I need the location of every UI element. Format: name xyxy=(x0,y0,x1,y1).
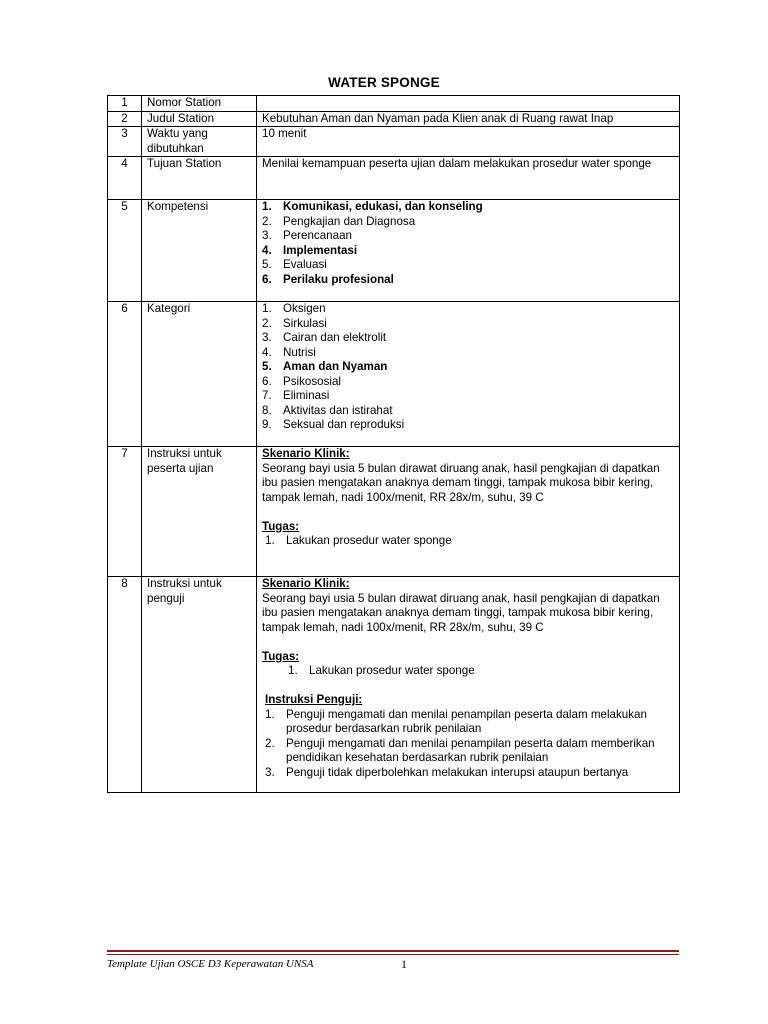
list-item-number: 1. xyxy=(262,302,272,315)
list-item-number: 7. xyxy=(262,389,272,402)
list-item-number: 2. xyxy=(265,736,275,750)
row-number: 8 xyxy=(108,577,142,793)
list-item-text: Evaluasi xyxy=(283,258,327,271)
task-heading: Tugas: xyxy=(262,519,300,533)
list-item xyxy=(262,664,674,679)
list-item-number: 2. xyxy=(262,316,272,330)
list-item-text: Aktivitas dan istirahat xyxy=(283,403,393,417)
page-footer xyxy=(107,957,679,971)
list-item-number: 5. xyxy=(262,258,272,271)
scenario-text: Seorang bayi usia 5 bulan dirawat diruang anak, hasil pengkajian di dapatkan ibu pasien mengatakan anaknya demam tinggi, tampak mukosa bibir kering, tampak lemah, nadi 100x/menit, RR 28x/m, suhu, 39 C xyxy=(262,591,660,634)
table-row xyxy=(108,447,680,577)
table-row xyxy=(108,200,680,302)
list-item-text: Aman dan Nyaman xyxy=(283,360,388,373)
list-item-number: 1. xyxy=(265,534,275,547)
row-label: Kompetensi xyxy=(142,200,257,302)
list-item-text: Eliminasi xyxy=(283,389,330,402)
list-item-number: 1. xyxy=(288,664,298,677)
list-item xyxy=(262,244,674,259)
participant-instructions-cell xyxy=(257,447,680,577)
page-number: 1 xyxy=(401,957,407,971)
list-item xyxy=(262,258,674,273)
list-item-text: Oksigen xyxy=(283,302,326,315)
list-item-text: Penguji tidak diperbolehkan melakukan interupsi ataupun bertanya xyxy=(286,765,629,779)
list-item-text: Seksual dan reproduksi xyxy=(283,418,405,431)
table-row xyxy=(108,577,680,793)
row-label: Waktu yang dibutuhkan xyxy=(142,127,257,157)
row-number: 7 xyxy=(108,447,142,577)
list-item-number: 2. xyxy=(262,214,272,228)
competency-list xyxy=(262,200,674,287)
list-item-text: Implementasi xyxy=(283,243,358,257)
row-number: 3 xyxy=(108,127,142,157)
category-cell xyxy=(257,302,680,447)
row-value: Kebutuhan Aman dan Nyaman pada Klien anak di Ruang rawat Inap xyxy=(257,111,680,127)
footer-rule-thin xyxy=(107,954,679,955)
examiner-heading: Instruksi Penguji: xyxy=(265,693,363,706)
list-item-number: 1. xyxy=(265,707,275,721)
list-item-text: Lakukan prosedur water sponge xyxy=(309,664,475,677)
list-item xyxy=(262,215,674,230)
list-item xyxy=(262,418,674,433)
document-title: WATER SPONGE xyxy=(328,75,440,90)
list-item xyxy=(262,389,674,404)
list-item-text: Komunikasi, edukasi, dan konseling xyxy=(283,200,483,213)
list-item xyxy=(265,708,674,737)
list-item xyxy=(262,331,674,346)
list-item xyxy=(262,302,674,317)
list-item xyxy=(262,375,674,390)
row-value xyxy=(257,96,680,112)
list-item-number: 8. xyxy=(262,403,272,417)
table-row xyxy=(108,96,680,112)
row-value: Menilai kemampuan peserta ujian dalam melakukan prosedur water sponge xyxy=(257,157,680,200)
list-item-number: 4. xyxy=(262,243,272,257)
list-item-text: Penguji mengamati dan menilai penampilan peserta dalam memberikan pendidikan kesehatan berdasarkan rubrik penilaian xyxy=(286,736,655,764)
list-item xyxy=(262,360,674,375)
task-heading: Tugas: xyxy=(262,649,300,663)
list-item-number: 6. xyxy=(262,374,272,388)
list-item-text: Perencanaan xyxy=(283,229,352,242)
list-item-number: 3. xyxy=(262,331,272,344)
scenario-heading: Skenario Klinik: xyxy=(262,577,350,590)
list-item-number: 6. xyxy=(262,272,272,286)
table-row xyxy=(108,302,680,447)
list-item xyxy=(262,346,674,361)
footer-text: Template Ujian OSCE D3 Keperawatan UNSA xyxy=(107,958,314,970)
table-row xyxy=(108,127,680,157)
table-row xyxy=(108,157,680,200)
list-item-number: 3. xyxy=(262,229,272,242)
examiner-instruction-list xyxy=(262,708,674,781)
list-item xyxy=(262,404,674,419)
list-item-text: Lakukan prosedur water sponge xyxy=(286,534,452,547)
row-number: 2 xyxy=(108,111,142,127)
row-label: Instruksi untuk penguji xyxy=(142,577,257,793)
row-label: Instruksi untuk peserta ujian xyxy=(142,447,257,577)
list-item-text: Nutrisi xyxy=(283,345,316,359)
row-label: Judul Station xyxy=(142,111,257,127)
examiner-instructions-cell xyxy=(257,577,680,793)
category-list xyxy=(262,302,674,433)
list-item xyxy=(265,766,674,781)
task-list xyxy=(262,664,674,679)
table-row xyxy=(108,111,680,127)
row-number: 1 xyxy=(108,96,142,112)
row-label: Nomor Station xyxy=(142,96,257,112)
list-item-text: Sirkulasi xyxy=(283,316,327,330)
list-item xyxy=(262,229,674,244)
list-item xyxy=(262,317,674,332)
list-item xyxy=(265,737,674,766)
task-list xyxy=(262,534,674,549)
scenario-text: Seorang bayi usia 5 bulan dirawat diruang anak, hasil pengkajian di dapatkan ibu pasien mengatakan anaknya demam tinggi, tampak mukosa bibir kering, tampak lemah, nadi 100x/menit, RR 28x/m, suhu, 39 C xyxy=(262,461,660,504)
list-item-number: 4. xyxy=(262,345,272,359)
competency-cell xyxy=(257,200,680,302)
list-item-text: Perilaku profesional xyxy=(283,272,394,286)
row-number: 4 xyxy=(108,157,142,200)
list-item-text: Pengkajian dan Diagnosa xyxy=(283,214,416,228)
list-item-number: 5. xyxy=(262,360,272,373)
scenario-heading: Skenario Klinik: xyxy=(262,447,350,460)
list-item-number: 3. xyxy=(265,765,275,779)
list-item xyxy=(262,200,674,215)
row-value: 10 menit xyxy=(257,127,680,157)
row-label: Kategori xyxy=(142,302,257,447)
list-item xyxy=(265,534,674,549)
list-item-text: Penguji mengamati dan menilai penampilan peserta dalam melakukan prosedur berdasarkan rubrik penilaian xyxy=(286,707,647,735)
list-item-text: Cairan dan elektrolit xyxy=(283,331,387,344)
footer-rule xyxy=(107,950,679,952)
list-item-number: 9. xyxy=(262,418,272,431)
station-table xyxy=(107,95,680,793)
row-number: 6 xyxy=(108,302,142,447)
row-number: 5 xyxy=(108,200,142,302)
list-item-number: 1. xyxy=(262,200,272,213)
list-item xyxy=(262,273,674,288)
list-item-text: Psikososial xyxy=(283,374,341,388)
row-label: Tujuan Station xyxy=(142,157,257,200)
